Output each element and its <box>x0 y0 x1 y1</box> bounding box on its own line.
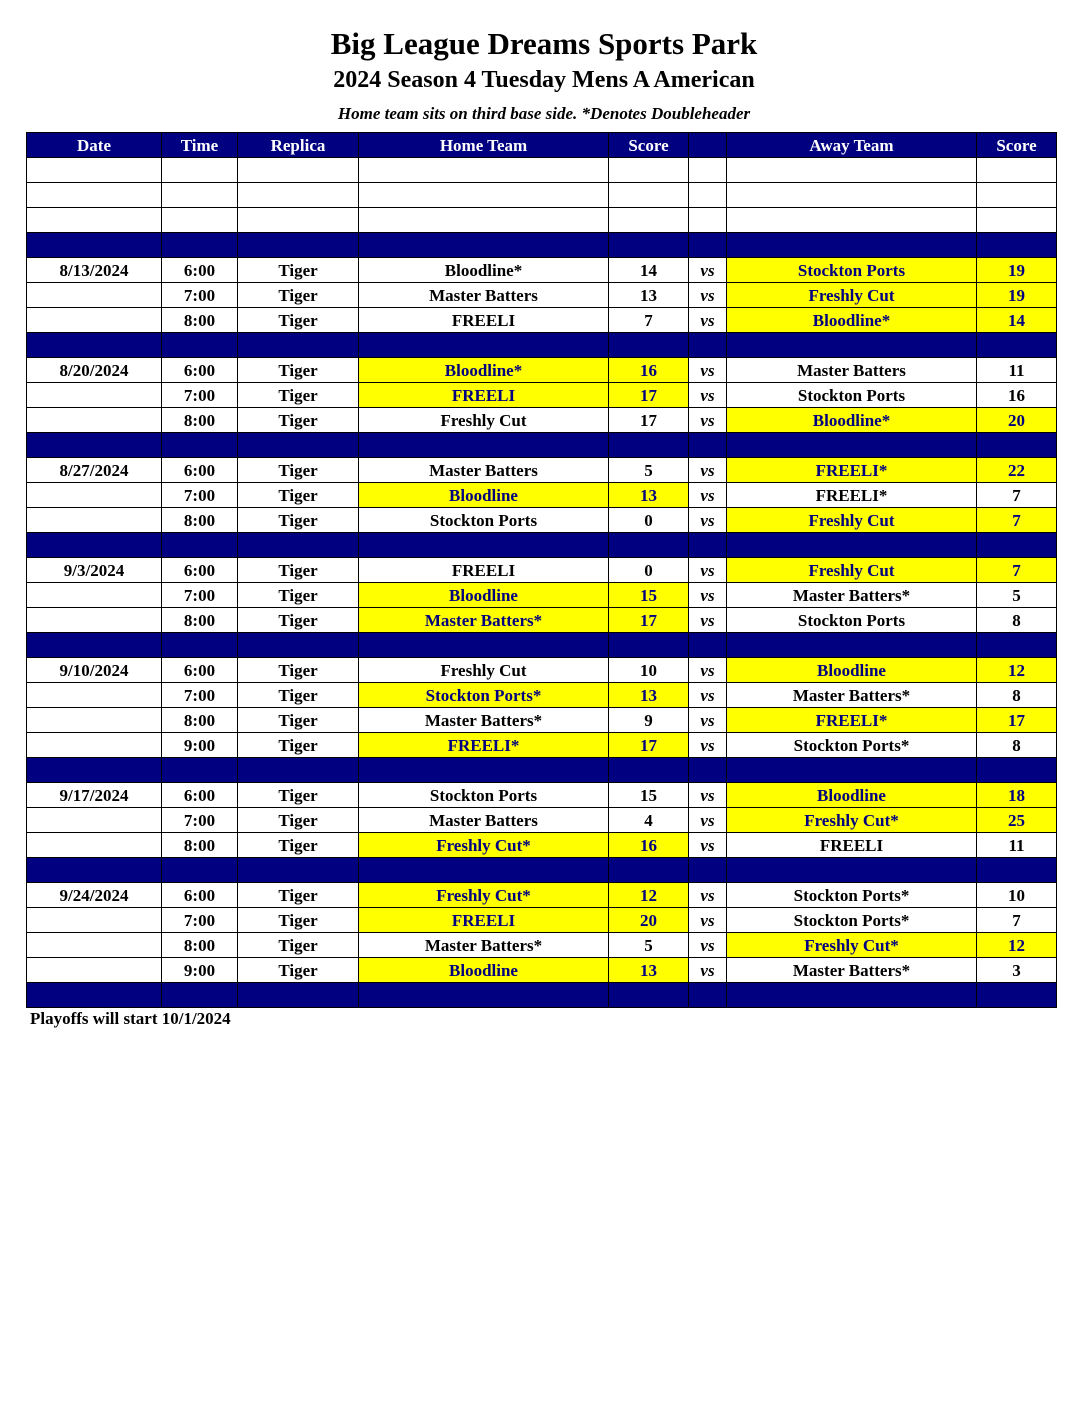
game-row <box>27 958 1057 983</box>
game-time: 8:00 <box>162 508 238 533</box>
game-date <box>27 833 162 858</box>
vs-label: vs <box>689 883 727 908</box>
schedule-note: Home team sits on third base side. *Denotes Doubleheader <box>337 104 751 123</box>
game-replica: Tiger <box>238 508 359 533</box>
vs-label: vs <box>689 708 727 733</box>
away-score: 8 <box>977 733 1057 758</box>
away-team: Stockton Ports <box>727 608 977 633</box>
week-separator <box>27 858 1057 883</box>
home-score: 13 <box>609 283 689 308</box>
game-time: 7:00 <box>162 283 238 308</box>
home-team: FREELI <box>359 558 609 583</box>
away-team: Freshly Cut <box>727 508 977 533</box>
away-team: Master Batters* <box>727 958 977 983</box>
home-team: FREELI <box>359 308 609 333</box>
game-replica: Tiger <box>238 933 359 958</box>
empty-row <box>27 208 1057 233</box>
game-date <box>27 908 162 933</box>
home-team: Bloodline <box>359 958 609 983</box>
header-vs <box>689 133 727 158</box>
game-time: 6:00 <box>162 358 238 383</box>
vs-label: vs <box>689 408 727 433</box>
home-team: Master Batters* <box>359 608 609 633</box>
game-time: 8:00 <box>162 933 238 958</box>
vs-label: vs <box>689 458 727 483</box>
home-score: 17 <box>609 608 689 633</box>
away-team: Master Batters* <box>727 583 977 608</box>
away-team: Bloodline* <box>727 308 977 333</box>
away-score: 22 <box>977 458 1057 483</box>
game-replica: Tiger <box>238 808 359 833</box>
game-date: 8/13/2024 <box>27 258 162 283</box>
game-row <box>27 883 1057 908</box>
game-date <box>27 808 162 833</box>
game-date: 8/20/2024 <box>27 358 162 383</box>
header-home-team: Home Team <box>359 133 609 158</box>
home-score: 5 <box>609 933 689 958</box>
home-score: 16 <box>609 358 689 383</box>
home-score: 16 <box>609 833 689 858</box>
home-score: 5 <box>609 458 689 483</box>
game-replica: Tiger <box>238 483 359 508</box>
game-time: 8:00 <box>162 708 238 733</box>
home-team: Master Batters <box>359 283 609 308</box>
vs-label: vs <box>689 833 727 858</box>
home-score: 14 <box>609 258 689 283</box>
game-time: 9:00 <box>162 958 238 983</box>
game-row <box>27 833 1057 858</box>
game-date: 9/24/2024 <box>27 883 162 908</box>
game-row <box>27 683 1057 708</box>
home-score: 12 <box>609 883 689 908</box>
home-score: 13 <box>609 683 689 708</box>
game-date: 9/17/2024 <box>27 783 162 808</box>
header-home-score: Score <box>609 133 689 158</box>
game-row <box>27 408 1057 433</box>
home-team: Stockton Ports <box>359 783 609 808</box>
game-date: 8/27/2024 <box>27 458 162 483</box>
away-score: 7 <box>977 908 1057 933</box>
week-separator <box>27 758 1057 783</box>
home-score: 20 <box>609 908 689 933</box>
home-team: Freshly Cut* <box>359 883 609 908</box>
game-replica: Tiger <box>238 283 359 308</box>
game-row <box>27 783 1057 808</box>
header-time: Time <box>162 133 238 158</box>
away-score: 7 <box>977 483 1057 508</box>
home-team: Freshly Cut <box>359 408 609 433</box>
game-row <box>27 708 1057 733</box>
game-time: 7:00 <box>162 808 238 833</box>
game-row <box>27 258 1057 283</box>
game-row <box>27 583 1057 608</box>
header-away-team: Away Team <box>727 133 977 158</box>
away-score: 10 <box>977 883 1057 908</box>
home-team: Master Batters <box>359 458 609 483</box>
away-score: 5 <box>977 583 1057 608</box>
game-row <box>27 558 1057 583</box>
home-score: 0 <box>609 558 689 583</box>
game-row <box>27 908 1057 933</box>
game-time: 6:00 <box>162 258 238 283</box>
away-score: 19 <box>977 258 1057 283</box>
vs-label: vs <box>689 508 727 533</box>
away-team: Bloodline <box>727 658 977 683</box>
game-row <box>27 383 1057 408</box>
game-time: 7:00 <box>162 683 238 708</box>
week-separator <box>27 983 1057 1008</box>
home-team: Master Batters* <box>359 933 609 958</box>
away-team: Bloodline* <box>727 408 977 433</box>
home-team: FREELI <box>359 908 609 933</box>
game-date <box>27 583 162 608</box>
home-score: 10 <box>609 658 689 683</box>
away-team: FREELI* <box>727 708 977 733</box>
home-score: 7 <box>609 308 689 333</box>
away-team: Stockton Ports* <box>727 883 977 908</box>
away-team: Bloodline <box>727 783 977 808</box>
game-replica: Tiger <box>238 708 359 733</box>
home-team: Bloodline* <box>359 358 609 383</box>
home-score: 15 <box>609 783 689 808</box>
away-score: 14 <box>977 308 1057 333</box>
home-score: 17 <box>609 383 689 408</box>
away-team: Master Batters* <box>727 683 977 708</box>
away-score: 16 <box>977 383 1057 408</box>
game-time: 7:00 <box>162 908 238 933</box>
home-score: 17 <box>609 733 689 758</box>
away-team: FREELI <box>727 833 977 858</box>
table-header-row <box>27 133 1057 158</box>
away-score: 11 <box>977 833 1057 858</box>
week-separator <box>27 633 1057 658</box>
away-team: Freshly Cut <box>727 558 977 583</box>
vs-label: vs <box>689 283 727 308</box>
game-replica: Tiger <box>238 408 359 433</box>
game-date <box>27 483 162 508</box>
away-score: 20 <box>977 408 1057 433</box>
away-team: Freshly Cut* <box>727 933 977 958</box>
playoffs-footnote: Playoffs will start 10/1/2024 <box>30 1009 231 1028</box>
home-team: Master Batters <box>359 808 609 833</box>
home-team: FREELI* <box>359 733 609 758</box>
vs-label: vs <box>689 933 727 958</box>
game-date: 9/10/2024 <box>27 658 162 683</box>
game-date <box>27 683 162 708</box>
page-subtitle: 2024 Season 4 Tuesday Mens A American <box>333 67 755 93</box>
game-row <box>27 733 1057 758</box>
week-separator <box>27 333 1057 358</box>
home-team: Stockton Ports* <box>359 683 609 708</box>
header-replica: Replica <box>238 133 359 158</box>
vs-label: vs <box>689 958 727 983</box>
game-replica: Tiger <box>238 883 359 908</box>
home-score: 13 <box>609 958 689 983</box>
game-date <box>27 933 162 958</box>
game-time: 6:00 <box>162 883 238 908</box>
game-time: 8:00 <box>162 308 238 333</box>
vs-label: vs <box>689 658 727 683</box>
away-score: 18 <box>977 783 1057 808</box>
home-score: 4 <box>609 808 689 833</box>
away-score: 19 <box>977 283 1057 308</box>
away-score: 12 <box>977 658 1057 683</box>
game-row <box>27 658 1057 683</box>
game-row <box>27 808 1057 833</box>
game-date <box>27 608 162 633</box>
game-date <box>27 508 162 533</box>
week-separator <box>27 533 1057 558</box>
vs-label: vs <box>689 583 727 608</box>
home-team: Bloodline <box>359 583 609 608</box>
game-time: 8:00 <box>162 608 238 633</box>
game-replica: Tiger <box>238 608 359 633</box>
home-score: 15 <box>609 583 689 608</box>
game-replica: Tiger <box>238 733 359 758</box>
schedule-body <box>27 158 1057 1008</box>
game-replica: Tiger <box>238 308 359 333</box>
game-time: 6:00 <box>162 783 238 808</box>
game-row <box>27 608 1057 633</box>
away-score: 8 <box>977 608 1057 633</box>
home-team: FREELI <box>359 383 609 408</box>
away-team: Master Batters <box>727 358 977 383</box>
home-team: Freshly Cut* <box>359 833 609 858</box>
game-replica: Tiger <box>238 258 359 283</box>
away-score: 25 <box>977 808 1057 833</box>
away-score: 12 <box>977 933 1057 958</box>
away-score: 11 <box>977 358 1057 383</box>
game-time: 8:00 <box>162 833 238 858</box>
game-replica: Tiger <box>238 658 359 683</box>
home-team: Bloodline <box>359 483 609 508</box>
game-row <box>27 483 1057 508</box>
away-score: 8 <box>977 683 1057 708</box>
empty-row <box>27 158 1057 183</box>
game-row <box>27 283 1057 308</box>
vs-label: vs <box>689 308 727 333</box>
vs-label: vs <box>689 608 727 633</box>
away-score: 17 <box>977 708 1057 733</box>
away-score: 7 <box>977 558 1057 583</box>
game-replica: Tiger <box>238 833 359 858</box>
away-team: FREELI* <box>727 458 977 483</box>
away-score: 3 <box>977 958 1057 983</box>
vs-label: vs <box>689 483 727 508</box>
week-separator <box>27 233 1057 258</box>
game-date <box>27 283 162 308</box>
game-time: 7:00 <box>162 483 238 508</box>
home-team: Stockton Ports <box>359 508 609 533</box>
game-date <box>27 708 162 733</box>
vs-label: vs <box>689 733 727 758</box>
vs-label: vs <box>689 558 727 583</box>
empty-row <box>27 183 1057 208</box>
game-row <box>27 508 1057 533</box>
game-replica: Tiger <box>238 783 359 808</box>
game-date <box>27 308 162 333</box>
home-team: Bloodline* <box>359 258 609 283</box>
game-row <box>27 308 1057 333</box>
vs-label: vs <box>689 358 727 383</box>
game-time: 6:00 <box>162 658 238 683</box>
vs-label: vs <box>689 808 727 833</box>
vs-label: vs <box>689 383 727 408</box>
vs-label: vs <box>689 258 727 283</box>
game-time: 7:00 <box>162 583 238 608</box>
away-team: Stockton Ports* <box>727 908 977 933</box>
vs-label: vs <box>689 908 727 933</box>
home-team: Freshly Cut <box>359 658 609 683</box>
game-row <box>27 933 1057 958</box>
game-date <box>27 733 162 758</box>
home-score: 17 <box>609 408 689 433</box>
game-time: 8:00 <box>162 408 238 433</box>
header-date: Date <box>27 133 162 158</box>
schedule-table <box>26 132 1057 1008</box>
game-date: 9/3/2024 <box>27 558 162 583</box>
game-row <box>27 458 1057 483</box>
game-replica: Tiger <box>238 383 359 408</box>
game-replica: Tiger <box>238 908 359 933</box>
home-score: 0 <box>609 508 689 533</box>
header-away-score: Score <box>977 133 1057 158</box>
away-team: Freshly Cut <box>727 283 977 308</box>
game-time: 6:00 <box>162 458 238 483</box>
away-score: 7 <box>977 508 1057 533</box>
game-date <box>27 408 162 433</box>
week-separator <box>27 433 1057 458</box>
game-time: 9:00 <box>162 733 238 758</box>
game-row <box>27 358 1057 383</box>
game-replica: Tiger <box>238 458 359 483</box>
game-date <box>27 383 162 408</box>
game-time: 6:00 <box>162 558 238 583</box>
game-time: 7:00 <box>162 383 238 408</box>
vs-label: vs <box>689 683 727 708</box>
vs-label: vs <box>689 783 727 808</box>
home-score: 13 <box>609 483 689 508</box>
away-team: Stockton Ports <box>727 383 977 408</box>
home-score: 9 <box>609 708 689 733</box>
page-title: Big League Dreams Sports Park <box>330 26 758 61</box>
away-team: Stockton Ports* <box>727 733 977 758</box>
game-replica: Tiger <box>238 558 359 583</box>
home-team: Master Batters* <box>359 708 609 733</box>
game-date <box>27 958 162 983</box>
game-replica: Tiger <box>238 358 359 383</box>
away-team: FREELI* <box>727 483 977 508</box>
game-replica: Tiger <box>238 683 359 708</box>
game-replica: Tiger <box>238 583 359 608</box>
away-team: Freshly Cut* <box>727 808 977 833</box>
game-replica: Tiger <box>238 958 359 983</box>
away-team: Stockton Ports <box>727 258 977 283</box>
